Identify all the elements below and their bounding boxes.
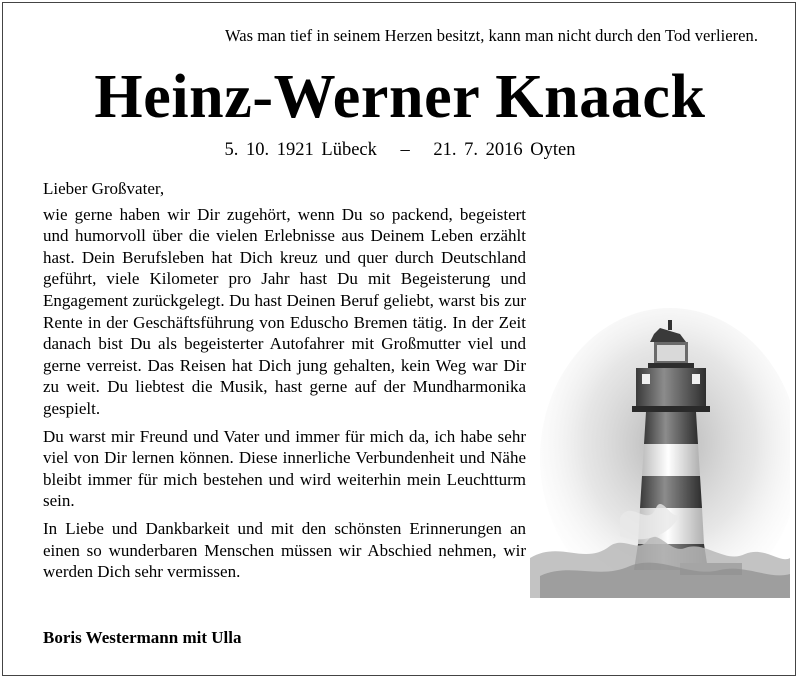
tower-stripe-light [642, 444, 700, 476]
lighthouse-spire [668, 320, 672, 330]
life-dates [0, 140, 800, 161]
gallery-rail [648, 363, 694, 368]
tower-stripe-dark [640, 476, 702, 508]
greeting: Lieber Großvater, [43, 179, 165, 198]
notice-text [43, 178, 526, 589]
paragraph-bond: Du warst mir Freund und Vater und immer für mich da, ich habe sehr viel von Dir lernen können. Diese innerliche Verbundenheit und Nähe bleibt immer für mich bestehen und wird weiterhin mein Leuchtturm sein. [43, 426, 526, 511]
signature: Boris Westermann mit Ulla [43, 628, 242, 647]
deceased-name: Heinz-Werner Knaack [94, 63, 706, 131]
birth-date-place: 5. 10. 1921 Lübeck [224, 140, 377, 160]
tower-stripe-dark [644, 412, 698, 444]
paragraph-memories: wie gerne haben wir Dir zugehört, wenn Du so packend, begeistert und humorvoll über die vielen Erlebnisse aus Deinem Leben erzählt hast. Dein Berufsleben hat Dich kreuz und quer durch Deutschland geführt, viele Kilometer pro Jahr hast Du mit Begeisterung und Engagement zurückgelegt. Du hast Deinen Beruf geliebt, warst bis zur Rente in der Geschäftsführung von Eduscho Bremen tätig. In der Zeit danach bist Du als begeisterter Autofahrer mit Großmutter viel und gerne verreist. Das Reisen hat Dich jung gehalten, kein Weg war Dir zu weit. Du liebtest die Musik, hast gerne auf der Mundharmonika gespielt. [43, 204, 526, 418]
lighthouse-illustration [530, 308, 790, 598]
motto-quote: Was man tief in seinem Herzen besitzt, kann man nicht durch den Tod verlieren. [224, 26, 758, 45]
date-separator: – [400, 140, 410, 160]
paragraph-farewell: In Liebe und Dankbarkeit und mit den schönsten Erinnerungen an einen so wunderbaren Menschen müssen wir Abschied nehmen, wir werden Dich sehr vermissen. [43, 518, 526, 582]
death-date-place: 21. 7. 2016 Oyten [433, 140, 576, 160]
